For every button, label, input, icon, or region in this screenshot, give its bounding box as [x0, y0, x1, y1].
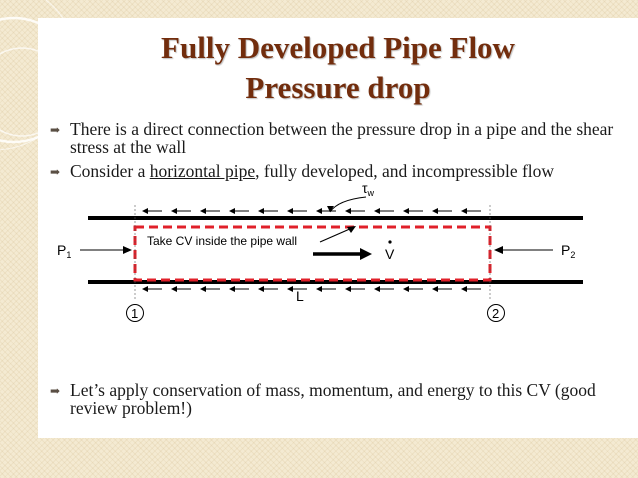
arrow-right-icon: ➡	[50, 384, 61, 398]
arrow-right-icon: ➡	[50, 165, 61, 179]
wall-shear-arrowhead	[229, 286, 235, 292]
velocity-arrowhead	[360, 248, 372, 260]
wall-shear-arrowhead	[287, 286, 293, 292]
wall-shear-arrowhead	[461, 208, 467, 214]
bullet-text-prefix: Consider a	[70, 161, 150, 181]
station-2-number: 2	[492, 306, 500, 321]
wall-shear-arrowhead	[345, 286, 351, 292]
p2-label: $P_2$	[561, 242, 576, 260]
wall-shear-arrowhead	[374, 208, 380, 214]
wall-shear-arrowhead	[171, 286, 177, 292]
bullet-text-suffix: , fully developed, and incompressible flow	[255, 161, 555, 181]
wall-shear-arrowhead	[142, 208, 148, 214]
length-label: L	[296, 288, 304, 304]
wall-shear-arrowhead	[403, 208, 409, 214]
tau-w-label: $\tau_w$	[362, 180, 375, 198]
wall-shear-arrowhead	[258, 208, 264, 214]
bullet-text: There is a direct connection between the pressure drop in a pipe and the shear stress at the wall	[70, 119, 614, 157]
bullet-list-bottom	[50, 381, 620, 417]
wall-shear-arrowhead	[374, 286, 380, 292]
cv-label: Take CV inside the pipe wall	[147, 234, 298, 248]
bullet-text-underlined: horizontal pipe	[149, 161, 256, 181]
title-line-1: Fully Developed Pipe Flow	[161, 30, 515, 65]
wall-shear-arrowhead	[200, 286, 206, 292]
bullet-item	[50, 381, 620, 417]
wall-shear-arrows-top	[142, 208, 481, 214]
wall-shear-arrowhead	[200, 208, 206, 214]
bullet-text: Let’s apply conservation of mass, momentum, and energy to this CV (good review problem!)	[70, 380, 596, 418]
velocity-label: V	[385, 246, 395, 262]
wall-shear-arrows-bottom	[142, 286, 481, 292]
wall-shear-arrowhead	[229, 208, 235, 214]
p1-label: $P_1$	[57, 242, 72, 260]
wall-shear-arrowhead	[345, 208, 351, 214]
wall-shear-arrowhead	[316, 208, 322, 214]
wall-shear-arrowhead	[258, 286, 264, 292]
wall-shear-arrowhead	[403, 286, 409, 292]
wall-shear-arrowhead	[171, 208, 177, 214]
p2-arrowhead	[494, 246, 503, 254]
p1-arrowhead	[123, 246, 132, 254]
cv-pointer-line	[320, 228, 352, 242]
wall-shear-arrowhead	[142, 286, 148, 292]
wall-shear-arrowhead	[432, 208, 438, 214]
wall-shear-arrowhead	[287, 208, 293, 214]
wall-shear-arrowhead	[432, 286, 438, 292]
wall-shear-arrowhead	[316, 286, 322, 292]
title-line-2: Pressure drop	[245, 70, 431, 105]
velocity-dot	[388, 240, 391, 243]
arrow-right-icon: ➡	[50, 123, 61, 137]
wall-shear-arrowhead	[461, 286, 467, 292]
station-1-number: 1	[131, 306, 139, 321]
